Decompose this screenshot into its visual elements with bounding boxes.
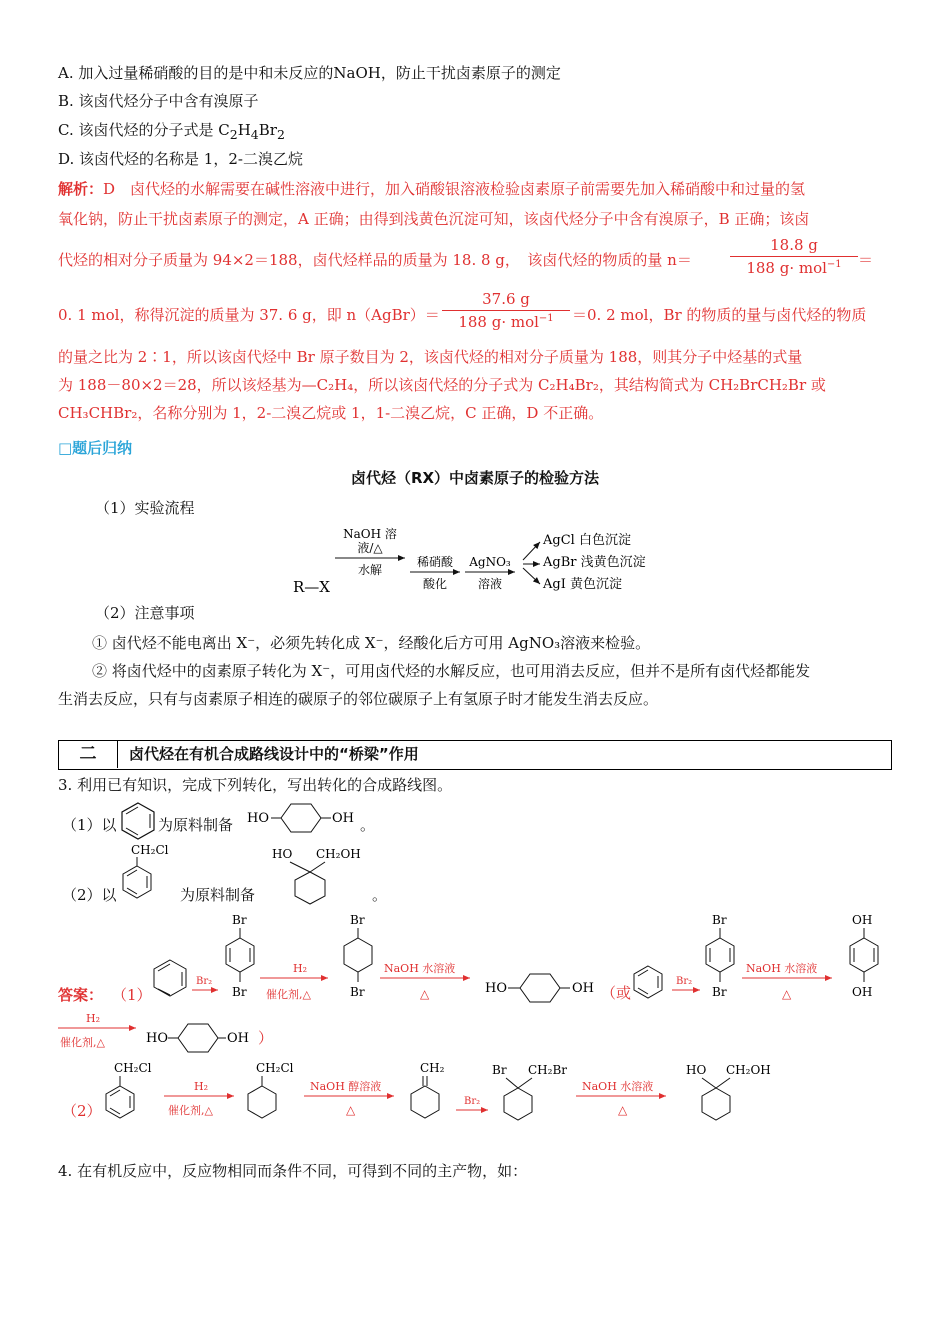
label-oh: OH [852,985,873,999]
q3-stem: 3. 利用已有知识，完成下列转化，写出转化的合成路线图。 [58,776,453,794]
benzene-ring [154,960,186,996]
note-2-line-1: ② 将卤代烃中的卤素原子转化为 X⁻，可用卤代烃的水解反应，也可用消去反应，但并不是所有卤代烃都能发 [92,662,811,680]
ring [702,1088,730,1120]
answer-route-1 [148,908,950,1004]
bond [158,964,170,971]
analysis-line-3: 代烃的相对分子质量为 94×2＝188，卤代烃样品的质量为 18. 8 g， 该卤代烃的物质的量 n＝ [58,251,692,269]
q3-part1-prefix: （1）以 [62,816,117,834]
fraction-2-numerator: 37.6 g [482,290,530,308]
answer-route-2 [100,1056,890,1126]
reagent-heat: △ [618,1103,628,1117]
arrow [523,542,540,560]
ring [504,1088,532,1120]
label-ho: HO [146,1031,168,1046]
label-br: Br [712,913,727,927]
cyclohexane-ring [281,804,321,832]
fraction-2 [442,290,570,331]
arrow [523,568,540,584]
hydroxymethyl-cyclohexanol-structure [270,842,380,906]
label-ch2br: CH₂Br [528,1063,568,1077]
or-open: （或 [601,984,632,1002]
reagent-naoh-alc: NaOH 醇溶液 [310,1080,382,1093]
text: 188 g· mol [458,313,539,331]
option-c [58,119,285,146]
reagent-heat: △ [782,987,792,1001]
label-ch2cl: CH₂Cl [131,843,169,857]
cyclohexane-ring [295,872,325,904]
benzene-ring [122,803,154,839]
reagent-catalyst: 催化剂,△ [60,1036,105,1049]
label-ch2oh: CH₂OH [316,847,361,861]
fraction-bar [730,256,858,257]
ring [520,974,560,1002]
step-2-label: （2）注意事项 [95,604,195,622]
label-oh: OH [852,913,873,927]
section-number: 二 [59,741,118,768]
reagent-catalyst: 催化剂,△ [168,1104,213,1117]
reagent-heat: △ [420,987,430,1001]
bond [506,1078,518,1088]
answer-part-1: （1） [112,986,152,1004]
label-br: Br [712,985,727,999]
note-2-line-2: 生消去反应，只有与卤素原子相连的碳原子的邻位碳原子上有氢原子时才能发生消去反应。 [58,690,659,708]
analysis-label: 解析： [58,180,104,198]
label-oh: OH [227,1031,249,1046]
product-agi: AgI 黄色沉淀 [543,577,622,592]
q4-stem: 4. 在有机反应中，反应物相同而条件不同，可得到不同的主产物，如： [58,1162,528,1180]
label-ho: HO [485,981,507,996]
label-ho: HO [247,811,269,826]
cyclohexanediol-structure [245,800,363,836]
sup: −1 [538,313,554,324]
reagent-br2: Br₂ [676,976,693,987]
fraction-1 [730,236,858,277]
reagent-h2: H₂ [194,1080,209,1093]
label-br: Br [232,913,247,927]
flow-cond-2-top: 稀硝酸 [416,555,454,569]
close-paren: ） [258,1029,274,1047]
product-agbr: AgBr 浅黄色沉淀 [543,555,646,570]
text: D 卤代烃的水解需要在碱性溶液中进行，加入硝酸银溶液检验卤素原子前需要先加入稀硝酸中和过量的氢 [103,180,806,198]
reagent-naoh-aq: NaOH 水溶液 [384,962,456,975]
label-br: Br [350,985,365,999]
label-br: Br [492,1063,507,1077]
analysis-line-4b: ＝0. 2 mol，Br 的物质的量与卤代烃的物质 [572,306,867,324]
q3-part2-prefix: （2）以 [62,886,117,904]
fraction-bar [442,310,570,311]
analysis-line-2: 氧化钠，防止干扰卤素原子的测定，A 正确；由得到浅黄色沉淀可知，该卤代烃分子中含有溴原子，B 正确；该卤 [58,210,810,228]
section-title: 卤代烃在有机合成路线设计中的“桥梁”作用 [129,745,419,763]
option-a: A. 加入过量稀硝酸的目的是中和未反应的NaOH，防止干扰卤素原子的测定 [58,64,561,82]
step-1-label: （1）实验流程 [95,499,195,517]
label-ch2oh: CH₂OH [726,1063,771,1077]
bond [310,862,325,872]
flow-cond-2-bot: 酸化 [422,577,448,591]
fraction-1-numerator: 18.8 g [770,236,818,254]
option-b: B. 该卤代烃分子中含有溴原子 [58,92,259,110]
answer-part-2: （2） [62,1102,102,1120]
flow-cond-3-bot: 溶液 [477,577,503,591]
answer-route-1-alt-step [58,1008,278,1056]
reagent-br2: Br₂ [464,1096,481,1107]
sub: 2 [229,127,238,142]
reagent-catalyst: 催化剂,△ [266,988,311,1001]
reagent-heat: △ [346,1103,356,1117]
q3-part2-end: 。 [372,886,388,904]
analysis-line-1 [58,178,805,200]
sup: −1 [826,259,842,270]
q3-part1-mid: 为原料制备 [158,816,234,834]
analysis-line-7: CH₃CHBr₂，名称分别为 1，2-二溴乙烷或 1，1-二溴乙烷，C 正确，D 不正确。 [58,404,604,422]
flow-cond-3-top: AgNO₃ [469,555,511,569]
fraction-2-denominator [458,313,553,331]
label-ho: HO [272,847,293,861]
reagent-h2: H₂ [293,962,308,975]
flow-start: R—X [293,578,330,596]
flow-cond-1-bot: 水解 [357,563,383,577]
section-header [58,740,892,770]
sub: 2 [276,127,285,142]
text: 188 g· mol [746,259,827,277]
bond [158,989,170,995]
option-c-text: C. 该卤代烃的分子式是 C [58,121,230,139]
benzyl-chloride-structure [115,840,180,906]
text: Br [258,121,277,139]
label-ch2cl: CH₂Cl [256,1061,294,1075]
label-br: Br [350,913,365,927]
bond [716,1078,730,1088]
ring [248,1086,276,1118]
reagent-naoh-aq: NaOH 水溶液 [582,1080,654,1093]
fraction-1-denominator [746,259,841,277]
benzene-structure [118,800,158,842]
ring [178,1024,218,1052]
bond [518,1078,532,1088]
analysis-line-6: 为 188－80×2＝28，所以该烃基为—C₂H₄，所以该卤代烃的分子式为 C₂H₄Br₂，其结构简式为 CH₂BrCH₂Br 或 [58,376,826,394]
label-oh: OH [572,981,594,996]
option-d: D. 该卤代烃的名称是 1，2-二溴乙烷 [58,150,303,168]
label-br: Br [232,985,247,999]
product-agcl: AgCl 白色沉淀 [543,533,631,548]
answer-label: 答案： [58,986,104,1004]
label-oh: OH [332,811,354,826]
analysis-line-5: 的量之比为 2∶1，所以该卤代烃中 Br 原子数目为 2，该卤代烃的相对分子质量为 188，则其分子中烃基的式量 [58,348,803,366]
summary-title: 卤代烃（RX）中卤素原子的检验方法 [350,469,600,487]
label-ch2: CH₂ [420,1061,445,1075]
flow-cond-1-mid: 液/△ [357,541,383,555]
label-ch2cl: CH₂Cl [114,1061,152,1075]
summary-heading: □题后归纳 [58,439,133,457]
text: H [237,121,251,139]
q3-part2-mid: 为原料制备 [180,886,256,904]
q3-part1-end: 。 [360,816,376,834]
note-1: ① 卤代烃不能电离出 X⁻，必须先转化成 X⁻，经酸化后方可用 AgNO₃溶液来检验。 [92,634,651,652]
analysis-line-4a: 0. 1 mol，称得沉淀的质量为 37. 6 g，即 n（AgBr）＝ [58,306,440,324]
reagent-h2: H₂ [86,1012,101,1025]
label-ho: HO [686,1063,707,1077]
equals-sign: ＝ [858,251,874,269]
bond [702,1078,716,1088]
test-flow-diagram [285,522,665,600]
reagent-br2: Br₂ [196,976,213,987]
ring [411,1086,439,1118]
sub: 4 [250,127,259,142]
reagent-naoh-aq: NaOH 水溶液 [746,962,818,975]
ring [344,938,372,972]
flow-cond-1-top: NaOH 溶 [343,527,397,541]
bond [290,862,310,872]
